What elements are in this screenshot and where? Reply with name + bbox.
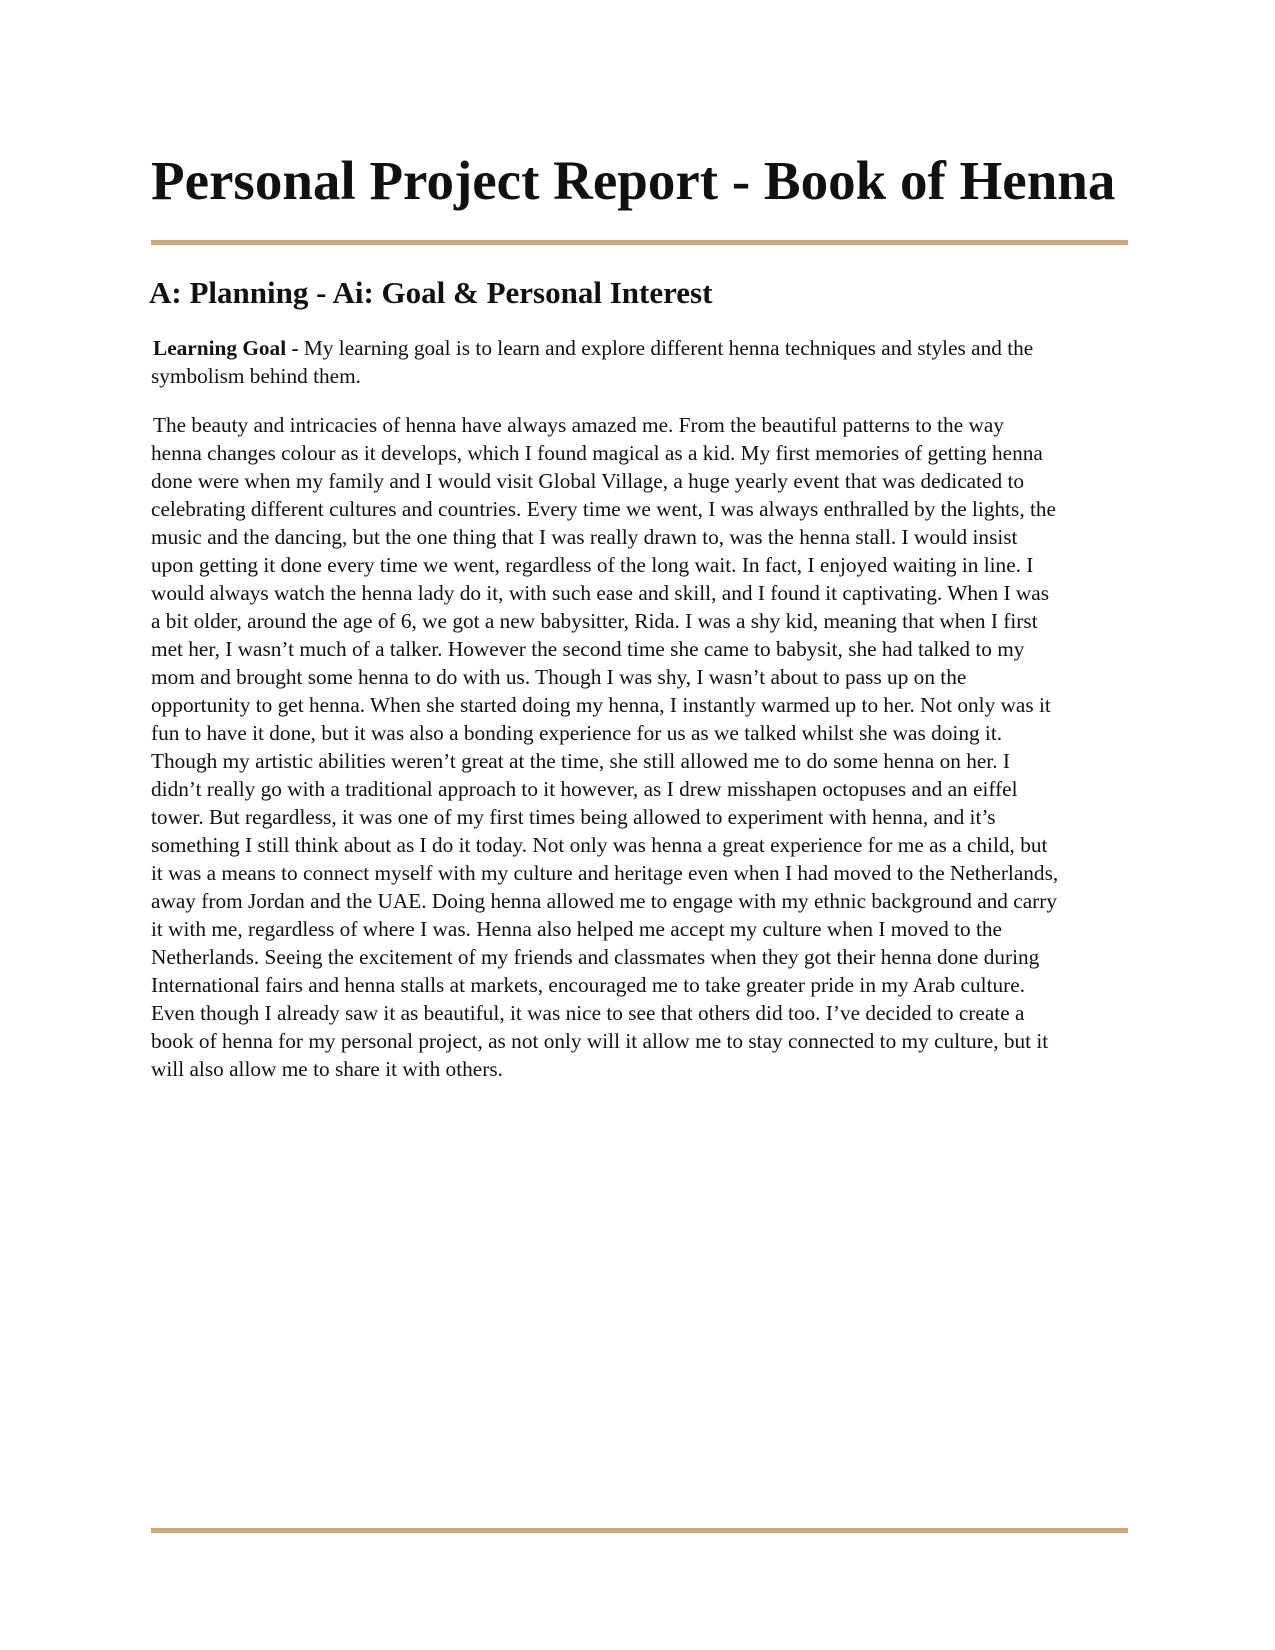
paragraph-line: celebrating different cultures and countries. Every time we went, I was always enthralled by the lights, the bbox=[151, 497, 1057, 521]
paragraph-line: Though my artistic abilities weren’t great at the time, she still allowed me to do some henna on her. I bbox=[151, 749, 1010, 773]
paragraph-line: tower. But regardless, it was one of my first times being allowed to experiment with henna, and it’s bbox=[151, 805, 996, 829]
paragraph-line: it with me, regardless of where I was. Henna also helped me accept my culture when I moved to the bbox=[151, 917, 1002, 941]
learning-goal-line: symbolism behind them. bbox=[151, 364, 362, 388]
paragraph-line: a bit older, around the age of 6, we got a new babysitter, Rida. I was a shy kid, meaning that when I first bbox=[151, 609, 1038, 633]
paragraph-line: met her, I wasn’t much of a talker. However the second time she came to babysit, she had talked to my bbox=[151, 637, 1025, 661]
paragraph-line: fun to have it done, but it was also a bonding experience for us as we talked whilst she was doing it. bbox=[151, 721, 1003, 745]
paragraph-line: it was a means to connect myself with my culture and heritage even when I had moved to the Netherlands, bbox=[151, 861, 1059, 885]
paragraph-line: something I still think about as I do it today. Not only was henna a great experience for me as a child, but bbox=[151, 833, 1048, 857]
page-title: Personal Project Report - Book of Henna bbox=[151, 150, 1116, 211]
paragraph-line: Netherlands. Seeing the excitement of my friends and classmates when they got their henna done during bbox=[151, 945, 1040, 969]
paragraph-line: mom and brought some henna to do with us. Though I was shy, I wasn’t about to pass up on the bbox=[151, 665, 967, 689]
paragraph-line: upon getting it done every time we went, regardless of the long wait. In fact, I enjoyed waiting in line. I bbox=[151, 553, 1034, 577]
paragraph-line: henna changes colour as it develops, which I found magical as a kid. My first memories of getting henna bbox=[151, 441, 1043, 465]
learning-goal-label: Learning Goal - bbox=[153, 336, 299, 360]
paragraph-line: Even though I already saw it as beautiful, it was nice to see that others did too. I’ve decided to create a bbox=[151, 1001, 1025, 1025]
personal-interest-paragraph bbox=[151, 411, 1136, 1083]
paragraph-line: opportunity to get henna. When she started doing my henna, I instantly warmed up to her. Not only was it bbox=[151, 693, 1051, 717]
paragraph-line: done were when my family and I would visit Global Village, a huge yearly event that was dedicated to bbox=[151, 469, 1025, 493]
paragraph-line: would always watch the henna lady do it, with such ease and skill, and I found it captivating. When I was bbox=[151, 581, 1049, 605]
learning-goal-line bbox=[151, 334, 1136, 362]
paragraph-line: The beauty and intricacies of henna have always amazed me. From the beautiful patterns to the way bbox=[153, 413, 1004, 437]
paragraph-line: away from Jordan and the UAE. Doing henna allowed me to engage with my ethnic background and carry bbox=[151, 889, 1058, 913]
learning-goal-paragraph bbox=[151, 334, 1136, 390]
paragraph-line: book of henna for my personal project, as not only will it allow me to stay connected to my culture, but it bbox=[151, 1029, 1049, 1053]
paragraph-line: didn’t really go with a traditional approach to it however, as I drew misshapen octopuses and an eiffel bbox=[151, 777, 1018, 801]
section-heading: A: Planning - Ai: Goal & Personal Interest bbox=[149, 275, 713, 310]
top-divider bbox=[151, 240, 1128, 245]
paragraph-line: will also allow me to share it with others. bbox=[151, 1057, 503, 1081]
paragraph-line: music and the dancing, but the one thing that I was really drawn to, was the henna stall. I would insist bbox=[151, 525, 1018, 549]
bottom-divider bbox=[151, 1528, 1128, 1533]
paragraph-line: International fairs and henna stalls at markets, encouraged me to take greater pride in my Arab culture. bbox=[151, 973, 1026, 997]
learning-goal-text: My learning goal is to learn and explore different henna techniques and styles and the bbox=[298, 336, 1034, 360]
